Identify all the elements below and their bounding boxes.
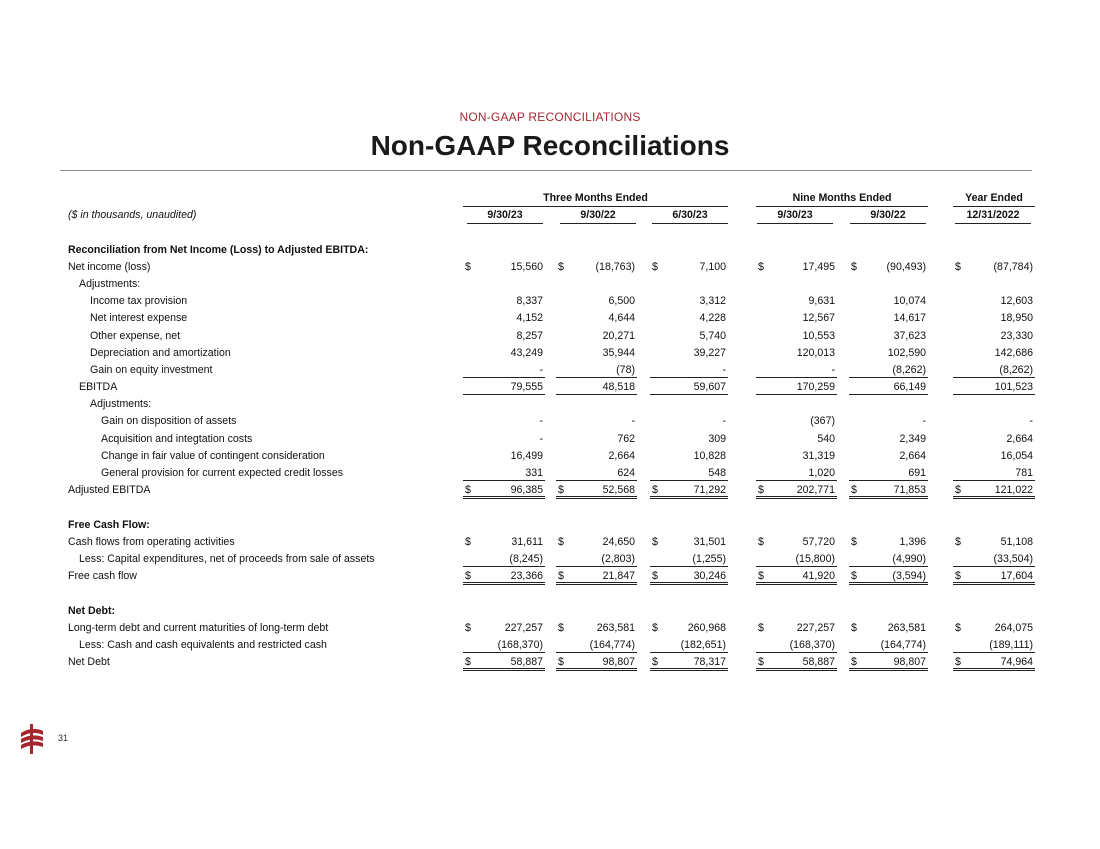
row-label: Income tax provision [90,295,188,308]
currency-symbol: $ [558,656,564,669]
currency-symbol: $ [558,260,564,273]
single-underline [650,377,728,378]
value-cell: 48,518 [602,381,635,394]
section-kicker: NON-GAAP RECONCILIATIONS [459,110,641,124]
value-cell: 31,319 [802,449,835,462]
value-cell: 52,568 [602,484,635,497]
column-group-label: Nine Months Ended [792,192,892,204]
table-row [68,465,1048,482]
row-label: General provision for current expected credit losses [101,467,344,479]
double-underline [556,668,637,671]
value-cell: 31,611 [511,535,543,548]
value-cell: - [922,415,926,428]
double-underline [463,668,545,671]
value-cell: - [631,415,635,428]
currency-symbol: $ [465,570,471,583]
row-label: Adjustments: [90,398,152,411]
table-row [68,568,1048,585]
single-underline [463,652,545,653]
value-cell: (18,763) [595,260,635,273]
column-date-header: 9/30/23 [487,209,523,222]
value-cell: 59,607 [693,381,726,394]
table-group-header-row [68,190,1048,207]
value-cell: 41,920 [802,570,835,583]
value-cell: 4,152 [516,312,543,325]
value-cell: 264,075 [994,621,1033,634]
currency-symbol: $ [558,621,564,634]
value-cell: - [539,432,543,445]
table-row [68,654,1048,671]
page-title: Non-GAAP Reconciliations [370,130,730,161]
reconciliation-table [68,190,1048,671]
value-cell: 71,853 [893,484,926,497]
value-cell: 12,567 [802,312,835,325]
single-underline [650,394,728,395]
row-label: Acquisition and integtation costs [101,432,253,445]
value-cell: 10,828 [693,449,726,462]
value-cell: (4,990) [892,552,926,565]
value-cell: 16,054 [1000,449,1033,462]
row-label: Other expense, net [90,329,181,342]
currency-symbol: $ [652,621,658,634]
value-cell: (8,262) [892,363,926,376]
single-underline [849,394,928,395]
value-cell: - [539,415,543,428]
value-cell: 20,271 [602,329,635,342]
row-label: Long-term debt and current maturities of long-term debt [68,621,329,634]
table-units-note: ($ in thousands, unaudited) [68,209,197,222]
single-underline [953,480,1035,481]
currency-symbol: $ [851,621,857,634]
currency-symbol: $ [465,260,471,273]
currency-symbol: $ [465,621,471,634]
value-cell: 1,020 [808,467,835,479]
single-underline [650,652,728,653]
single-underline [756,566,837,567]
column-group-label: Three Months Ended [543,192,648,204]
single-underline [556,652,637,653]
table-row [68,534,1048,551]
row-label: Less: Cash and cash equivalents and restricted cash [79,638,327,651]
column-date-header: 9/30/22 [580,209,616,222]
table-row [68,293,1048,310]
value-cell: 548 [708,467,726,479]
row-label: Gain on equity investment [90,363,213,376]
value-cell: 227,257 [796,621,835,634]
value-cell: (8,245) [509,552,543,565]
currency-symbol: $ [652,656,658,669]
single-underline [556,566,637,567]
table-row [68,448,1048,465]
value-cell: 17,604 [1000,570,1033,583]
value-cell: - [1029,415,1033,428]
table-spacer [68,585,1048,602]
currency-symbol: $ [465,656,471,669]
value-cell: (15,800) [795,552,835,565]
value-cell: 10,074 [893,295,926,308]
currency-symbol: $ [758,260,764,273]
currency-symbol: $ [652,260,658,273]
single-underline [849,480,928,481]
value-cell: 66,149 [893,381,926,394]
value-cell: 6,500 [608,295,635,308]
section-header-row [68,603,1048,620]
value-cell: 781 [1015,467,1033,479]
column-date-header: 6/30/23 [672,209,708,222]
currency-symbol: $ [652,484,658,497]
table-row [68,413,1048,430]
value-cell: 17,495 [802,260,835,273]
value-cell: (164,774) [589,638,635,651]
value-cell: 79,555 [510,381,543,394]
currency-symbol: $ [851,656,857,669]
single-underline [556,480,637,481]
column-group-label: Year Ended [965,192,1023,204]
single-underline [953,377,1035,378]
column-date-header: 9/30/23 [777,209,813,222]
value-cell: 31,501 [693,535,726,548]
single-underline [463,377,545,378]
value-cell: 624 [617,467,635,479]
value-cell: (2,803) [601,552,635,565]
value-cell: 10,553 [802,329,835,342]
section-title-free-cash-flow: Free Cash Flow: [68,518,150,531]
value-cell: (8,262) [999,363,1033,376]
currency-symbol: $ [955,621,961,634]
value-cell: - [722,363,726,376]
table-spacer [68,224,1048,241]
table-row [68,259,1048,276]
column-date-header: 12/31/2022 [966,209,1020,222]
value-cell: 14,617 [893,312,926,325]
currency-symbol: $ [851,484,857,497]
value-cell: 16,499 [510,449,543,462]
single-underline [756,394,837,395]
table-row [68,328,1048,345]
single-underline [849,652,928,653]
value-cell: 7,100 [699,260,726,273]
column-date-header: 9/30/22 [870,209,906,222]
value-cell: (3,594) [892,570,926,583]
value-cell: 120,013 [796,346,835,359]
value-cell: 58,887 [802,656,835,669]
value-cell: (189,111) [989,638,1033,651]
single-underline [650,480,728,481]
value-cell: 227,257 [504,621,543,634]
value-cell: 9,631 [808,295,835,308]
value-cell: 202,771 [796,484,835,497]
value-cell: 142,686 [994,346,1033,359]
page-number: 31 [58,733,69,743]
single-underline [849,566,928,567]
currency-symbol: $ [465,535,471,548]
table-row [68,362,1048,379]
value-cell: 121,022 [994,484,1033,497]
currency-symbol: $ [758,656,764,669]
currency-symbol: $ [758,570,764,583]
table-row [68,482,1048,499]
row-label: Adjusted EBITDA [68,484,151,497]
value-cell: 2,349 [899,432,926,445]
value-cell: 37,623 [893,329,926,342]
value-cell: - [831,363,835,376]
value-cell: - [539,363,543,376]
value-cell: 5,740 [699,329,726,342]
value-cell: (182,651) [680,638,726,651]
currency-symbol: $ [851,535,857,548]
row-label: Net interest expense [90,312,188,325]
row-label: Gain on disposition of assets [101,415,237,428]
value-cell: 98,807 [602,656,635,669]
currency-symbol: $ [758,621,764,634]
value-cell: 71,292 [693,484,726,497]
value-cell: (367) [810,415,835,428]
value-cell: 78,317 [693,656,726,669]
value-cell: 691 [908,467,926,479]
value-cell: (1,255) [692,552,726,565]
value-cell: - [722,415,726,428]
value-cell: (90,493) [886,260,926,273]
value-cell: 309 [708,432,726,445]
value-cell: 18,950 [1000,312,1033,325]
single-underline [849,377,928,378]
table-date-header-row [68,207,1048,224]
value-cell: 101,523 [994,381,1033,394]
value-cell: 4,228 [699,312,726,325]
single-underline [463,566,545,567]
section-title-ebitda: Reconciliation from Net Income (Loss) to Adjusted EBITDA: [68,243,369,256]
company-logo-icon [18,724,46,754]
value-cell: (78) [616,363,635,376]
currency-symbol: $ [955,535,961,548]
currency-symbol: $ [955,260,961,273]
value-cell: 43,249 [510,346,543,359]
value-cell: 8,337 [516,295,543,308]
value-cell: 263,581 [596,621,635,634]
section-header-row [68,517,1048,534]
value-cell: 35,944 [602,346,635,359]
value-cell: 24,650 [602,535,635,548]
value-cell: (168,370) [789,638,835,651]
single-underline [953,652,1035,653]
table-row [68,431,1048,448]
currency-symbol: $ [652,535,658,548]
value-cell: 57,720 [802,535,835,548]
row-label: Free cash flow [68,570,137,583]
value-cell: (164,774) [880,638,926,651]
table-row [68,551,1048,568]
title-divider [60,170,1032,171]
single-underline [463,394,545,395]
row-label: Change in fair value of contingent consideration [101,449,325,462]
table-row [68,276,1048,293]
value-cell: (87,784) [993,260,1033,273]
currency-symbol: $ [955,656,961,669]
value-cell: 2,664 [899,449,926,462]
section-title-net-debt: Net Debt: [68,604,116,617]
currency-symbol: $ [955,570,961,583]
value-cell: 170,259 [796,381,835,394]
value-cell: 8,257 [516,329,543,342]
row-label: EBITDA [79,381,118,394]
row-label: Adjustments: [79,277,141,290]
currency-symbol: $ [851,260,857,273]
value-cell: 2,664 [1006,432,1033,445]
row-label: Net Debt [68,656,110,669]
value-cell: 23,330 [1000,329,1033,342]
value-cell: 260,968 [687,621,726,634]
currency-symbol: $ [558,570,564,583]
row-label: Net income (loss) [68,260,151,273]
double-underline [953,668,1035,671]
value-cell: 51,108 [1000,535,1033,548]
value-cell: 74,964 [1000,656,1033,669]
value-cell: 98,807 [893,656,926,669]
value-cell: 3,312 [699,295,726,308]
value-cell: (168,370) [497,638,543,651]
table-row [68,396,1048,413]
value-cell: 540 [817,432,835,445]
currency-symbol: $ [758,484,764,497]
value-cell: 1,396 [899,535,926,548]
double-underline [650,668,728,671]
table-spacer [68,499,1048,516]
currency-symbol: $ [652,570,658,583]
table-row [68,637,1048,654]
single-underline [650,566,728,567]
single-underline [556,394,637,395]
single-underline [556,377,637,378]
value-cell: 15,560 [510,260,543,273]
table-row [68,345,1048,362]
single-underline [756,377,837,378]
row-label: Depreciation and amortization [90,346,231,359]
currency-symbol: $ [558,535,564,548]
currency-symbol: $ [955,484,961,497]
section-header-row [68,242,1048,259]
currency-symbol: $ [465,484,471,497]
value-cell: (33,504) [993,552,1033,565]
value-cell: 762 [617,432,635,445]
row-label: Less: Capital expenditures, net of proceeds from sale of assets [79,552,375,565]
value-cell: 96,385 [510,484,543,497]
double-underline [756,668,837,671]
single-underline [463,480,545,481]
value-cell: 2,664 [608,449,635,462]
value-cell: 58,887 [510,656,543,669]
value-cell: 12,603 [1000,295,1033,308]
table-row [68,379,1048,396]
double-underline [849,668,928,671]
currency-symbol: $ [851,570,857,583]
table-row [68,310,1048,327]
value-cell: 23,366 [510,570,543,583]
single-underline [756,652,837,653]
single-underline [953,394,1035,395]
single-underline [953,566,1035,567]
value-cell: 263,581 [887,621,926,634]
row-label: Cash flows from operating activities [68,535,235,548]
currency-symbol: $ [558,484,564,497]
value-cell: 30,246 [693,570,726,583]
currency-symbol: $ [758,535,764,548]
value-cell: 4,644 [608,312,635,325]
value-cell: 331 [525,467,543,479]
value-cell: 102,590 [887,346,926,359]
single-underline [756,480,837,481]
value-cell: 39,227 [693,346,726,359]
value-cell: 21,847 [602,570,635,583]
table-row [68,620,1048,637]
